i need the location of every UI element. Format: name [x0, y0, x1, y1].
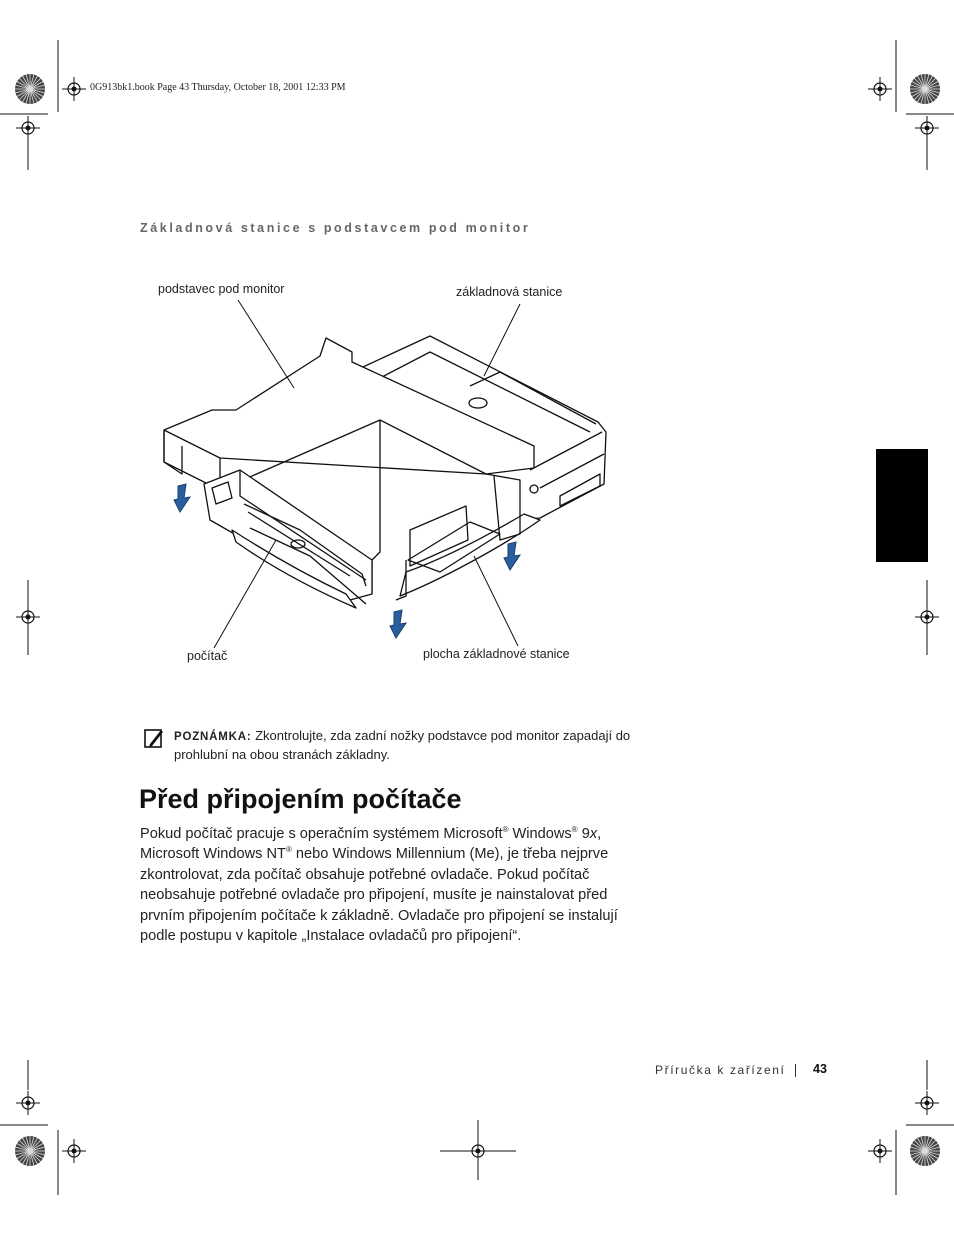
footer-title: Příručka k zařízení — [655, 1063, 786, 1077]
body-text-4: , Microsoft Windows NT — [140, 826, 602, 863]
callout-docking-station: základnová stanice — [456, 285, 563, 299]
section-title: Před připojením počítače — [139, 784, 462, 814]
arrow-down-icon — [390, 610, 406, 638]
note-label: POZNÁMKA: — [174, 731, 252, 743]
leader-line-computer — [214, 540, 276, 648]
body-text-variable: x — [589, 826, 598, 842]
body-text-3: 9 — [577, 826, 590, 842]
body-text-5: nebo Windows Millennium (Me), je třeba nejprve zkontrolovat, zda počítač obsahuje potřebné ovladače. Pokud počítač neobsahuje potřebné ovladače pro připojení, musíte je nainstalovat před prvním připojením počítače k základně. Ovladače pro připojení se instalují podle postupu v kapitole „Instalace ovladačů pro připojení“. — [140, 846, 618, 945]
arrow-down-icon — [504, 542, 520, 570]
figure-heading: Základnová stanice s podstavcem pod monitor — [140, 221, 531, 235]
callout-monitor-stand: podstavec pod monitor — [158, 282, 285, 296]
note-paragraph — [174, 727, 634, 764]
registration-mark — [868, 1139, 892, 1163]
callout-computer: počítač — [187, 649, 228, 663]
registration-mark — [915, 1091, 939, 1115]
color-target-mark — [910, 1136, 940, 1166]
footer-separator — [795, 1064, 796, 1077]
registered-mark: ® — [502, 825, 509, 834]
body-text-1: Pokud počítač pracuje s operačním systémem Microsoft — [140, 826, 503, 842]
computer-shape — [204, 470, 372, 600]
page-number: 43 — [813, 1062, 827, 1076]
section-body — [140, 824, 628, 946]
registration-mark — [62, 1139, 86, 1163]
print-header: 0G913bk1.book Page 43 Thursday, October 18, 2001 12:33 PM — [90, 82, 346, 93]
note-pencil-icon — [144, 727, 164, 749]
registration-mark — [16, 1091, 40, 1115]
arrow-down-icon — [174, 484, 190, 512]
registered-mark: ® — [571, 825, 578, 834]
leader-line-tray — [474, 556, 518, 646]
body-text-2: Windows — [508, 826, 572, 842]
registered-mark: ® — [285, 845, 292, 855]
color-target-mark — [15, 1136, 45, 1166]
leader-line-stand — [238, 300, 294, 388]
note-text: Zkontrolujte, zda zadní nožky podstavce pod monitor zapadají do prohlubní na obou stranách základny. — [174, 728, 631, 762]
chapter-tab — [876, 449, 928, 562]
callout-docking-tray: plocha základnové stanice — [423, 647, 570, 661]
leader-line-station — [484, 304, 520, 376]
